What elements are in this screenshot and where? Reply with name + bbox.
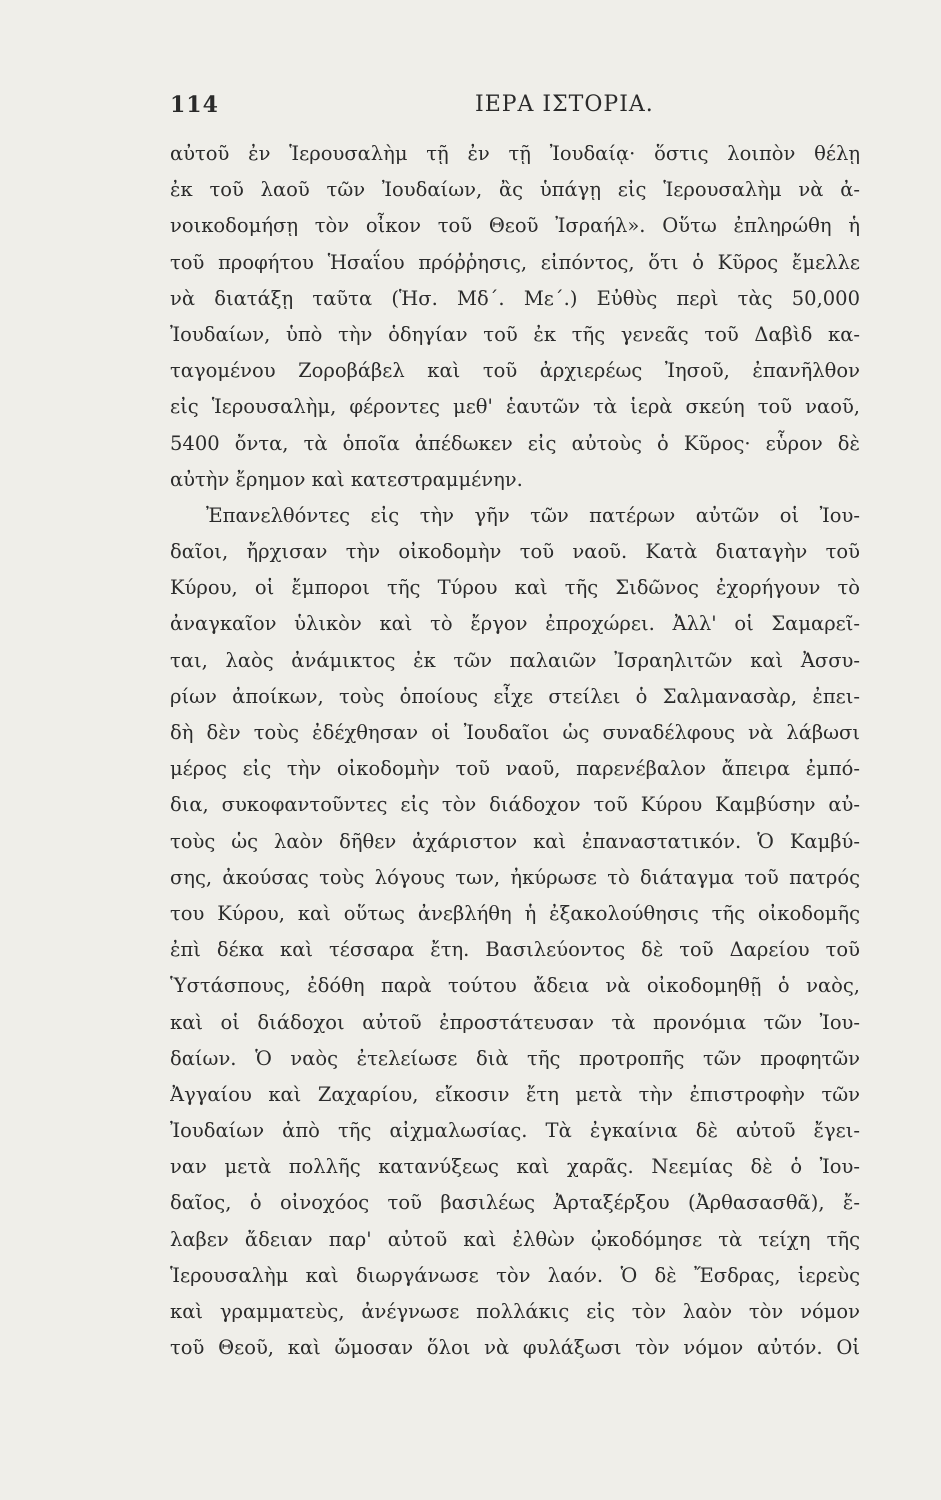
text-line: μέρος εἰς τὴν οἰκοδομὴν τοῦ ναοῦ, παρενέβαλον ἄπειρα ἐμπό-	[170, 757, 860, 781]
running-title: ΙΕΡΑ ΙΣΤΟΡΙΑ.	[475, 92, 654, 117]
text-line: τοῦ Θεοῦ, καὶ ὤμοσαν ὅλοι νὰ φυλάξωσι τὸν νόμον αὐτόν. Οἱ	[170, 1336, 860, 1360]
text-line: Ἰουδαίων ἀπὸ τῆς αἰχμαλωσίας. Τὰ ἐγκαίνια δὲ αὐτοῦ ἔγει-	[170, 1119, 860, 1143]
text-line: τοῦ προφήτου Ἡσαΐου πρόῤῥησις, εἰπόντος, ὅτι ὁ Κῦρος ἔμελλε	[170, 250, 860, 274]
text-line: 5400 ὄντα, τὰ ὁποῖα ἀπέδωκεν εἰς αὐτοὺς ὁ Κῦρος· εὗρον δὲ	[170, 431, 860, 455]
text-line: δια, συκοφαντοῦντες εἰς τὸν διάδοχον τοῦ Κύρου Καμβύσην αὐ-	[170, 793, 860, 817]
text-line: ται, λαὸς ἀνάμικτος ἐκ τῶν παλαιῶν Ἰσραηλιτῶν καὶ Ἀσσυ-	[170, 648, 860, 672]
text-line: σης, ἀκούσας τοὺς λόγους των, ἠκύρωσε τὸ διάταγμα τοῦ πατρός	[170, 865, 860, 889]
text-line: Ἰουδαίων, ὑπὸ τὴν ὁδηγίαν τοῦ ἐκ τῆς γενεᾶς τοῦ Δαβὶδ κα-	[170, 322, 860, 346]
page-header	[170, 92, 860, 132]
text-line: Ἱερουσαλὴμ καὶ διωργάνωσε τὸν λαόν. Ὁ δὲ Ἔσδρας, ἱερεὺς	[170, 1263, 860, 1287]
text-line: Ἀγγαίου καὶ Ζαχαρίου, εἴκοσιν ἔτη μετὰ τὴν ἐπιστροφὴν τῶν	[170, 1082, 860, 1106]
text-line: εἰς Ἱερουσαλὴμ, φέροντες μεθ' ἑαυτῶν τὰ ἱερὰ σκεύη τοῦ ναοῦ,	[170, 395, 860, 419]
text-line: ταγομένου Ζοροβάβελ καὶ τοῦ ἀρχιερέως Ἰησοῦ, ἐπανῆλθον	[170, 359, 860, 383]
text-line: λαβεν ἄδειαν παρ' αὐτοῦ καὶ ἐλθὼν ᾠκοδόμησε τὰ τείχη τῆς	[170, 1227, 860, 1251]
text-line: αὐτοῦ ἐν Ἱερουσαλὴμ τῇ ἐν τῇ Ἰουδαίᾳ· ὅστις λοιπὸν θέλῃ	[170, 142, 860, 165]
text-line: δαῖοι, ἤρχισαν τὴν οἰκοδομὴν τοῦ ναοῦ. Κατὰ διαταγὴν τοῦ	[170, 540, 860, 564]
text-line: καὶ γραμματεὺς, ἀνέγνωσε πολλάκις εἰς τὸν λαὸν τὸν νόμον	[170, 1300, 860, 1323]
paragraph-start-line: Ἐπανελθόντες εἰς τὴν γῆν τῶν πατέρων αὐτῶν οἱ Ἰου-	[206, 503, 860, 527]
text-line: δὴ δὲν τοὺς ἐδέχθησαν οἱ Ἰουδαῖοι ὡς συναδέλφους νὰ λάβωσι	[170, 721, 860, 744]
text-line: τοὺς ὡς λαὸν δῆθεν ἀχάριστον καὶ ἐπαναστατικόν. Ὁ Καμβύ-	[170, 829, 860, 853]
text-line: Ὑστάσπους, ἐδόθη παρὰ τούτου ἄδεια νὰ οἰκοδομηθῇ ὁ ναὸς,	[170, 974, 860, 998]
text-line: ἐκ τοῦ λαοῦ τῶν Ἰουδαίων, ἂς ὑπάγῃ εἰς Ἱερουσαλὴμ νὰ ἀ-	[170, 178, 860, 202]
text-line: αὐτὴν ἔρημον καὶ κατεστραμμένην.	[170, 467, 523, 491]
text-line: ναν μετὰ πολλῆς κατανύξεως καὶ χαρᾶς. Νεεμίας δὲ ὁ Ἰου-	[170, 1155, 860, 1179]
text-line: νοικοδομήσῃ τὸν οἶκον τοῦ Θεοῦ Ἰσραήλ». Οὕτω ἐπληρώθη ἡ	[170, 214, 860, 238]
page-number: 114	[170, 92, 219, 118]
text-line: ἐπὶ δέκα καὶ τέσσαρα ἔτη. Βασιλεύοντος δὲ τοῦ Δαρείου τοῦ	[170, 938, 860, 962]
text-line: ἀναγκαῖον ὑλικὸν καὶ τὸ ἔργον ἐπροχώρει. Ἀλλ' οἱ Σαμαρεῖ-	[170, 612, 860, 636]
text-line: Κύρου, οἱ ἔμποροι τῆς Τύρου καὶ τῆς Σιδῶνος ἐχορήγουν τὸ	[170, 576, 860, 600]
text-line: δαῖος, ὁ οἰνοχόος τοῦ βασιλέως Ἀρταξέρξου (Ἀρθασασθᾶ), ἔ-	[170, 1191, 860, 1215]
text-line: του Κύρου, καὶ οὕτως ἀνεβλήθη ἡ ἐξακολούθησις τῆς οἰκοδομῆς	[170, 901, 860, 925]
body-text	[170, 136, 860, 1366]
text-line: δαίων. Ὁ ναὸς ἐτελείωσε διὰ τῆς προτροπῆς τῶν προφητῶν	[170, 1046, 860, 1070]
text-line: ρίων ἀποίκων, τοὺς ὁποίους εἶχε στείλει ὁ Σαλμανασὰρ, ἐπει-	[170, 684, 860, 708]
text-line: καὶ οἱ διάδοχοι αὐτοῦ ἐπροστάτευσαν τὰ προνόμια τῶν Ἰου-	[170, 1010, 860, 1034]
text-line: νὰ διατάξῃ ταῦτα (Ἡσ. Μδ΄. Με΄.) Εὐθὺς περὶ τὰς 50,000	[170, 286, 860, 310]
